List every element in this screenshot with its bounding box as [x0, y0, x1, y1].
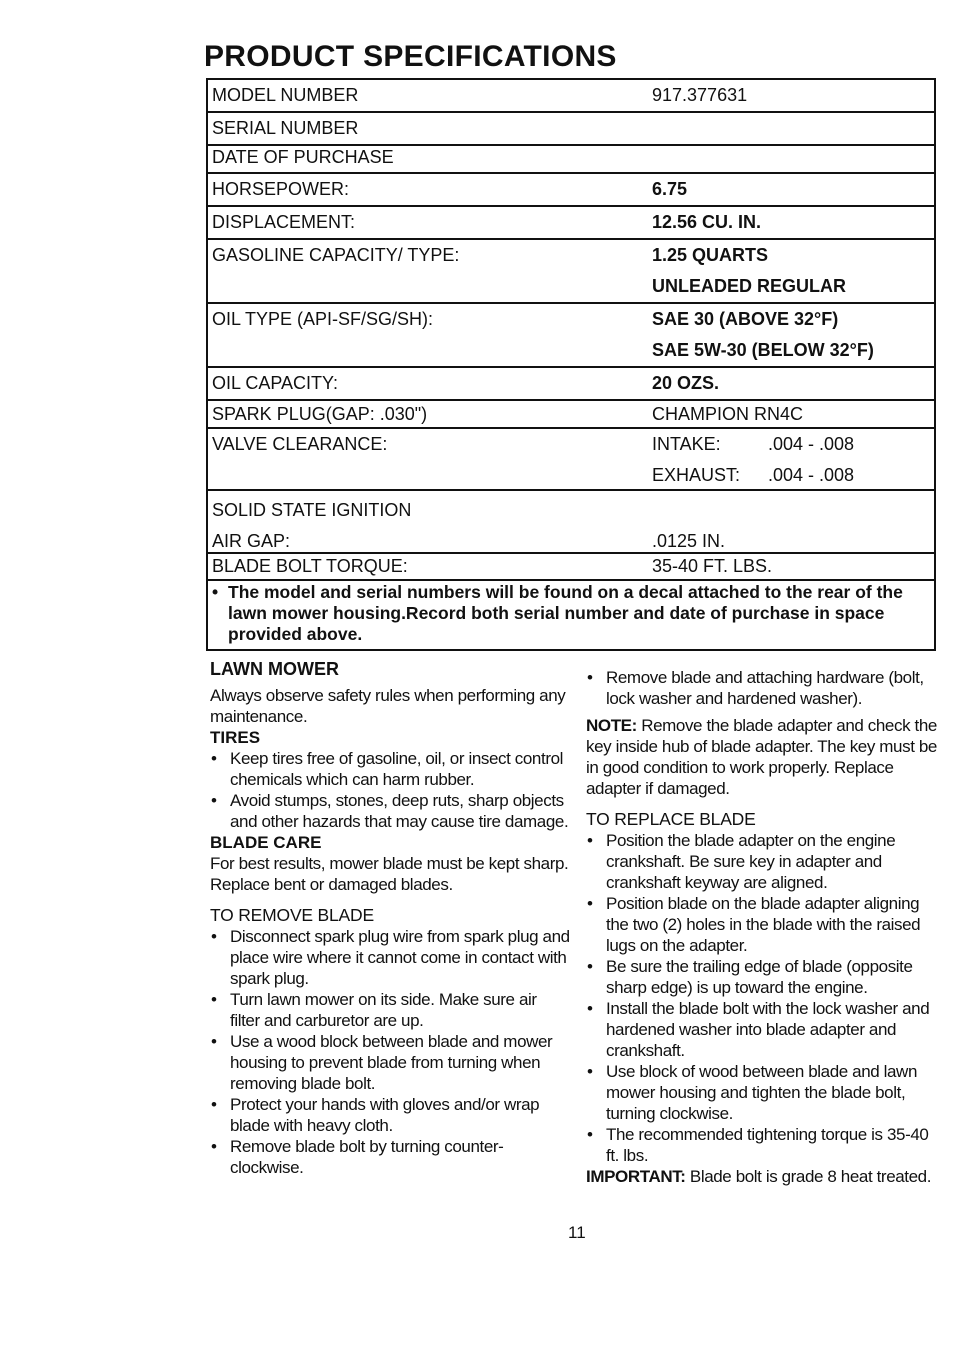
spec-row-valve-clearance [208, 429, 934, 491]
spec-row-model-number [208, 80, 934, 113]
spec-label: OIL TYPE (API-SF/SG/SH): [212, 309, 434, 329]
tires-heading: TIRES [210, 728, 261, 747]
spec-value: 35-40 FT. LBS. [652, 556, 773, 576]
bullet-icon: • [212, 582, 219, 602]
lawn-mower-right-column [586, 667, 941, 1187]
list-item: • Be sure the trailing edge of blade (opposite sharp edge) is up toward the engine. [586, 956, 941, 998]
list-item: • Position the blade adapter on the engine crankshaft. Be sure key in adapter and crankshaft keyway are aligned. [586, 830, 941, 893]
list-item: • Install the blade bolt with the lock washer and hardened washer into blade adapter and crankshaft. [586, 998, 941, 1061]
spec-value: 917.377631 [652, 85, 748, 105]
remove-blade-steps-continued [586, 667, 941, 709]
list-item: • Protect your hands with gloves and/or wrap blade with heavy cloth. [210, 1094, 570, 1136]
spec-row-oil-capacity [208, 368, 934, 401]
spec-row-date-of-purchase [208, 146, 934, 174]
spec-label: SOLID STATE IGNITION AIR GAP: [212, 500, 412, 551]
spec-value: 20 OZS. [652, 373, 720, 393]
spec-value: 6.75 [652, 179, 688, 199]
spec-label: SERIAL NUMBER [212, 118, 359, 138]
list-item: • Use a wood block between blade and mower housing to prevent blade from turning when removing blade bolt. [210, 1031, 570, 1094]
spec-label: MODEL NUMBER [212, 85, 359, 105]
list-item: • Disconnect spark plug wire from spark plug and place wire where it cannot come in contact with spark plug. [210, 926, 570, 989]
list-item: • Use block of wood between blade and lawn mower housing and tighten the blade bolt, turning clockwise. [586, 1061, 941, 1124]
spec-label: VALVE CLEARANCE: [212, 434, 388, 454]
list-item: • Remove blade and attaching hardware (bolt, lock washer and hardened washer). [586, 667, 941, 709]
spec-label: OIL CAPACITY: [212, 373, 339, 393]
intake-label: INTAKE: [652, 434, 721, 454]
page-title: PRODUCT SPECIFICATIONS [204, 40, 617, 73]
list-item: • Remove blade bolt by turning counter-clockwise. [210, 1136, 570, 1178]
remove-blade-heading: TO REMOVE BLADE [210, 905, 374, 925]
spec-value: 1.25 QUARTS UNLEADED REGULAR [652, 245, 847, 296]
spec-label: HORSEPOWER: [212, 179, 350, 199]
list-item: • Position blade on the blade adapter aligning the two (2) holes in the blade with the raised lugs on the adapter. [586, 893, 941, 956]
remove-blade-steps [210, 926, 570, 1178]
spec-row-oil-type [208, 304, 934, 368]
intake-value: .004 - .008 [768, 434, 855, 454]
spec-value: CHAMPION RN4C [652, 404, 804, 424]
spec-label: SPARK PLUG(GAP: .030") [212, 404, 428, 424]
safety-intro: Always observe safety rules when performing any maintenance. [210, 686, 566, 726]
spec-value [652, 429, 934, 489]
spec-row-displacement [208, 207, 934, 240]
list-item: • Keep tires free of gasoline, oil, or insect control chemicals which can harm rubber. [210, 748, 570, 790]
spec-value: .0125 IN. [652, 531, 726, 551]
spec-value-empty [652, 113, 934, 144]
list-item: • Turn lawn mower on its side. Make sure air filter and carburetor are up. [210, 989, 570, 1031]
spec-row-serial-number [208, 113, 934, 146]
spec-row-spark-plug [208, 401, 934, 429]
spec-label: DISPLACEMENT: [212, 212, 356, 232]
spec-row-horsepower [208, 174, 934, 207]
lawn-mower-left-column [210, 659, 570, 1178]
serial-number-note [208, 581, 934, 649]
important-note [586, 1166, 941, 1187]
spec-row-gasoline [208, 240, 934, 304]
lawn-mower-heading: LAWN MOWER [210, 659, 339, 679]
spec-row-blade-bolt-torque [208, 554, 934, 581]
list-item: • The recommended tightening torque is 35-40 ft. lbs. [586, 1124, 941, 1166]
important-text: Blade bolt is grade 8 heat treated. [685, 1167, 932, 1186]
replace-blade-heading: TO REPLACE BLADE [586, 809, 756, 829]
blade-care-text: For best results, mower blade must be kept sharp. Replace bent or damaged blades. [210, 854, 569, 894]
spec-value: SAE 30 (ABOVE 32°F) SAE 5W-30 (BELOW 32°F) [652, 309, 874, 360]
note-text: Remove the blade adapter and check the key inside hub of blade adapter. The key must be in good condition to work properly. Replace adapter if damaged. [586, 716, 937, 798]
adapter-note [586, 715, 941, 799]
important-label: IMPORTANT: [586, 1167, 686, 1186]
spec-label: DATE OF PURCHASE [212, 147, 394, 167]
exhaust-value: .004 - .008 [768, 465, 855, 485]
specifications-table [206, 78, 936, 651]
spec-label: BLADE BOLT TORQUE: [212, 556, 408, 576]
tires-list [210, 748, 570, 832]
replace-blade-steps [586, 830, 941, 1166]
spec-row-ignition [208, 491, 934, 554]
note-text: The model and serial numbers will be found on a decal attached to the rear of the lawn mower housing.Record both serial number and date of purchase in space provided above. [228, 582, 903, 644]
spec-value-empty [652, 146, 934, 172]
note-label: NOTE: [586, 716, 637, 735]
blade-care-heading: BLADE CARE [210, 833, 322, 852]
exhaust-label: EXHAUST: [652, 465, 741, 485]
spec-value: 12.56 CU. IN. [652, 212, 762, 232]
page-number: 11 [568, 1223, 586, 1242]
spec-label: GASOLINE CAPACITY/ TYPE: [212, 245, 460, 265]
list-item: • Avoid stumps, stones, deep ruts, sharp objects and other hazards that may cause tire damage. [210, 790, 570, 832]
